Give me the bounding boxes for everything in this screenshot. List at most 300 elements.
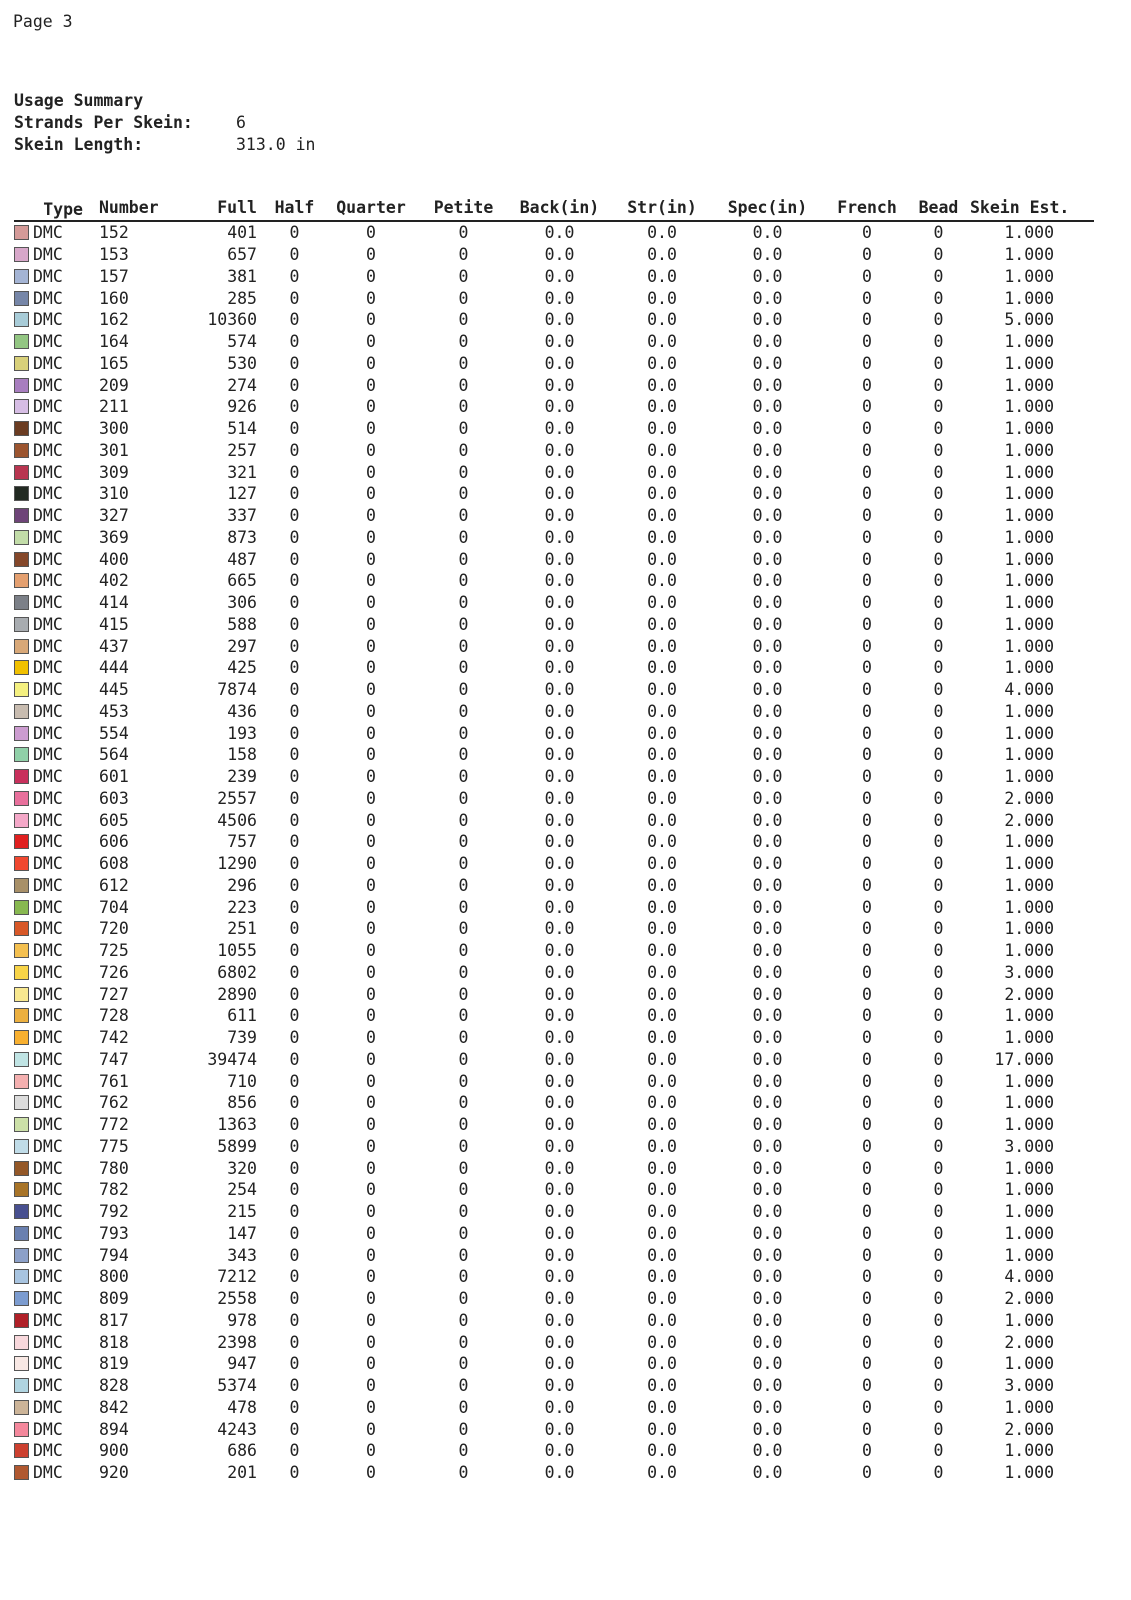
spec-cell: 0.0	[752, 701, 783, 721]
full-cell: 588	[227, 614, 257, 634]
bead-cell: 0	[933, 962, 944, 982]
header-half: Half	[274, 198, 315, 217]
quarter-cell: 0	[366, 941, 376, 961]
back-cell: 0.0	[544, 1310, 575, 1330]
half-cell: 0	[289, 1180, 300, 1200]
color-swatch	[14, 943, 29, 958]
number-cell: 794	[99, 1245, 129, 1265]
type-cell	[14, 223, 97, 242]
petite-cell: 0	[458, 832, 469, 852]
type-cell	[14, 310, 97, 329]
page-label: Page 3	[13, 12, 73, 31]
back-cell: 0.0	[544, 984, 575, 1004]
number-cell: 415	[99, 614, 129, 634]
petite-cell: 0	[458, 506, 469, 526]
table-row	[14, 1179, 1094, 1201]
full-cell: 296	[227, 875, 257, 895]
bead-cell: 0	[933, 484, 944, 504]
spec-cell: 0.0	[752, 484, 783, 504]
spec-cell: 0.0	[752, 614, 783, 634]
full-cell: 2557	[217, 788, 257, 808]
petite-cell: 0	[458, 1136, 469, 1156]
quarter-cell: 0	[366, 1441, 376, 1461]
number-cell: 747	[99, 1049, 129, 1069]
skein-cell: 1.000	[1004, 919, 1054, 939]
number-cell: 704	[99, 897, 129, 917]
str-cell: 0.0	[647, 1136, 677, 1156]
number-cell: 762	[99, 1093, 129, 1113]
half-cell: 0	[289, 288, 300, 308]
table-row	[14, 679, 1094, 701]
half-cell: 0	[289, 614, 300, 634]
color-swatch	[14, 1443, 29, 1458]
type-cell	[14, 1202, 97, 1221]
french-cell: 0	[862, 353, 872, 373]
spec-cell: 0.0	[752, 1441, 783, 1461]
color-swatch	[14, 312, 29, 327]
bead-cell: 0	[933, 266, 944, 286]
table-row	[14, 614, 1094, 636]
skein-cell: 1.000	[1004, 1115, 1054, 1135]
bead-cell: 0	[933, 440, 944, 460]
half-cell: 0	[289, 593, 300, 613]
number-cell: 444	[99, 658, 129, 678]
full-cell: 514	[227, 419, 257, 439]
type-cell	[14, 1354, 97, 1373]
spec-cell: 0.0	[752, 1049, 783, 1069]
type-cell	[14, 571, 97, 590]
skein-cell: 1.000	[1004, 1354, 1054, 1374]
petite-cell: 0	[458, 1180, 469, 1200]
french-cell: 0	[862, 919, 872, 939]
str-cell: 0.0	[647, 723, 677, 743]
back-cell: 0.0	[544, 1202, 575, 1222]
quarter-cell: 0	[366, 1115, 376, 1135]
number-cell: 164	[99, 332, 129, 352]
french-cell: 0	[862, 506, 872, 526]
table-row	[14, 1027, 1094, 1049]
bead-cell: 0	[933, 919, 944, 939]
table-row	[14, 396, 1094, 418]
full-cell: 6802	[217, 962, 257, 982]
skein-cell: 5.000	[1004, 310, 1054, 330]
number-cell: 400	[99, 549, 129, 569]
french-cell: 0	[862, 1376, 872, 1396]
skein-cell: 1.000	[1004, 375, 1054, 395]
petite-cell: 0	[458, 1071, 469, 1091]
petite-cell: 0	[458, 266, 469, 286]
str-cell: 0.0	[647, 788, 677, 808]
full-cell: 487	[227, 549, 257, 569]
half-cell: 0	[289, 701, 300, 721]
spec-cell: 0.0	[752, 788, 783, 808]
table-row	[14, 353, 1094, 375]
type-cell	[14, 1376, 97, 1395]
quarter-cell: 0	[366, 1093, 376, 1113]
spec-cell: 0.0	[752, 1332, 783, 1352]
color-swatch	[14, 1095, 29, 1110]
spec-cell: 0.0	[752, 440, 783, 460]
half-cell: 0	[289, 1332, 300, 1352]
half-cell: 0	[289, 1202, 300, 1222]
spec-cell: 0.0	[752, 962, 783, 982]
type-label: DMC	[33, 353, 63, 373]
table-row	[14, 592, 1094, 614]
table-row	[14, 1223, 1094, 1245]
full-cell: 337	[227, 506, 257, 526]
quarter-cell: 0	[366, 723, 376, 743]
str-cell: 0.0	[647, 1158, 677, 1178]
type-cell	[14, 484, 97, 503]
french-cell: 0	[862, 788, 872, 808]
back-cell: 0.0	[544, 1006, 575, 1026]
spec-cell: 0.0	[752, 1397, 783, 1417]
bead-cell: 0	[933, 593, 944, 613]
number-cell: 775	[99, 1136, 129, 1156]
type-label: DMC	[33, 375, 63, 395]
str-cell: 0.0	[647, 1049, 677, 1069]
spec-cell: 0.0	[752, 1093, 783, 1113]
back-cell: 0.0	[544, 1136, 575, 1156]
color-swatch	[14, 965, 29, 980]
table-row	[14, 1462, 1094, 1484]
bead-cell: 0	[933, 1093, 944, 1113]
str-cell: 0.0	[647, 1245, 677, 1265]
petite-cell: 0	[458, 875, 469, 895]
color-swatch	[14, 421, 29, 436]
petite-cell: 0	[458, 1158, 469, 1178]
quarter-cell: 0	[366, 767, 376, 787]
skein-cell: 1.000	[1004, 1180, 1054, 1200]
petite-cell: 0	[458, 397, 469, 417]
spec-cell: 0.0	[752, 897, 783, 917]
type-cell	[14, 789, 97, 808]
skein-cell: 1.000	[1004, 941, 1054, 961]
french-cell: 0	[862, 1028, 872, 1048]
type-label: DMC	[33, 1441, 63, 1461]
half-cell: 0	[289, 1006, 300, 1026]
str-cell: 0.0	[647, 506, 677, 526]
type-cell	[14, 332, 97, 351]
back-cell: 0.0	[544, 1332, 575, 1352]
skein-cell: 1.000	[1004, 701, 1054, 721]
type-label: DMC	[33, 636, 63, 656]
table-row	[14, 1157, 1094, 1179]
petite-cell: 0	[458, 527, 469, 547]
full-cell: 7212	[217, 1267, 257, 1287]
table-row	[14, 374, 1094, 396]
spec-cell: 0.0	[752, 288, 783, 308]
bead-cell: 0	[933, 875, 944, 895]
quarter-cell: 0	[366, 527, 376, 547]
type-label: DMC	[33, 593, 63, 613]
back-cell: 0.0	[544, 332, 575, 352]
number-cell: 612	[99, 875, 129, 895]
str-cell: 0.0	[647, 353, 677, 373]
table-row	[14, 1201, 1094, 1223]
table-row	[14, 744, 1094, 766]
skein-cell: 1.000	[1004, 1245, 1054, 1265]
spec-cell: 0.0	[752, 854, 783, 874]
color-swatch	[14, 813, 29, 828]
full-cell: 127	[227, 484, 257, 504]
half-cell: 0	[289, 1419, 300, 1439]
number-cell: 727	[99, 984, 129, 1004]
table-row	[14, 527, 1094, 549]
half-cell: 0	[289, 680, 300, 700]
skein-cell: 1.000	[1004, 527, 1054, 547]
half-cell: 0	[289, 1289, 300, 1309]
full-cell: 215	[227, 1202, 257, 1222]
petite-cell: 0	[458, 658, 469, 678]
number-cell: 160	[99, 288, 129, 308]
spec-cell: 0.0	[752, 1028, 783, 1048]
type-cell	[14, 724, 97, 743]
petite-cell: 0	[458, 745, 469, 765]
bead-cell: 0	[933, 506, 944, 526]
petite-cell: 0	[458, 571, 469, 591]
str-cell: 0.0	[647, 919, 677, 939]
quarter-cell: 0	[366, 1354, 376, 1374]
french-cell: 0	[862, 897, 872, 917]
type-cell	[14, 1311, 97, 1330]
spec-cell: 0.0	[752, 419, 783, 439]
color-swatch	[14, 530, 29, 545]
str-cell: 0.0	[647, 984, 677, 1004]
color-swatch	[14, 1465, 29, 1480]
quarter-cell: 0	[366, 462, 376, 482]
french-cell: 0	[862, 1289, 872, 1309]
str-cell: 0.0	[647, 375, 677, 395]
half-cell: 0	[289, 962, 300, 982]
type-cell	[14, 963, 97, 982]
skein-cell: 1.000	[1004, 593, 1054, 613]
table-row	[14, 635, 1094, 657]
quarter-cell: 0	[366, 701, 376, 721]
bead-cell: 0	[933, 854, 944, 874]
quarter-cell: 0	[366, 832, 376, 852]
half-cell: 0	[289, 397, 300, 417]
color-swatch	[14, 726, 29, 741]
type-label: DMC	[33, 854, 63, 874]
back-cell: 0.0	[544, 593, 575, 613]
full-cell: 657	[227, 245, 257, 265]
color-swatch	[14, 900, 29, 915]
full-cell: 39474	[207, 1049, 257, 1069]
skein-cell: 1.000	[1004, 266, 1054, 286]
type-label: DMC	[33, 941, 63, 961]
back-cell: 0.0	[544, 680, 575, 700]
table-row	[14, 1114, 1094, 1136]
str-cell: 0.0	[647, 680, 677, 700]
french-cell: 0	[862, 1397, 872, 1417]
type-cell	[14, 745, 97, 764]
petite-cell: 0	[458, 353, 469, 373]
number-cell: 564	[99, 745, 129, 765]
back-cell: 0.0	[544, 962, 575, 982]
type-cell	[14, 245, 97, 264]
table-row	[14, 722, 1094, 744]
str-cell: 0.0	[647, 1397, 677, 1417]
type-label: DMC	[33, 506, 63, 526]
spec-cell: 0.0	[752, 375, 783, 395]
half-cell: 0	[289, 1267, 300, 1287]
back-cell: 0.0	[544, 1463, 575, 1483]
number-cell: 725	[99, 941, 129, 961]
half-cell: 0	[289, 549, 300, 569]
back-cell: 0.0	[544, 353, 575, 373]
bead-cell: 0	[933, 1376, 944, 1396]
str-cell: 0.0	[647, 397, 677, 417]
spec-cell: 0.0	[752, 1115, 783, 1135]
quarter-cell: 0	[366, 810, 376, 830]
color-swatch	[14, 1074, 29, 1089]
table-row	[14, 1070, 1094, 1092]
full-cell: 320	[227, 1158, 257, 1178]
bead-cell: 0	[933, 1006, 944, 1026]
color-swatch	[14, 1400, 29, 1415]
type-label: DMC	[33, 1463, 63, 1483]
french-cell: 0	[862, 636, 872, 656]
spec-cell: 0.0	[752, 397, 783, 417]
skein-cell: 2.000	[1004, 810, 1054, 830]
half-cell: 0	[289, 788, 300, 808]
length-label: Skein Length:	[14, 135, 144, 154]
type-label: DMC	[33, 962, 63, 982]
color-swatch	[14, 399, 29, 414]
petite-cell: 0	[458, 593, 469, 613]
type-cell	[14, 1115, 97, 1134]
table-row	[14, 853, 1094, 875]
header-french: French	[837, 198, 897, 217]
french-cell: 0	[862, 375, 872, 395]
petite-cell: 0	[458, 1376, 469, 1396]
type-cell	[14, 550, 97, 569]
table-header	[14, 198, 1094, 222]
quarter-cell: 0	[366, 1006, 376, 1026]
color-swatch	[14, 1030, 29, 1045]
quarter-cell: 0	[366, 1463, 376, 1483]
number-cell: 720	[99, 919, 129, 939]
bead-cell: 0	[933, 1245, 944, 1265]
french-cell: 0	[862, 1071, 872, 1091]
quarter-cell: 0	[366, 310, 376, 330]
type-cell	[14, 919, 97, 938]
color-swatch	[14, 1008, 29, 1023]
spec-cell: 0.0	[752, 919, 783, 939]
petite-cell: 0	[458, 767, 469, 787]
french-cell: 0	[862, 614, 872, 634]
str-cell: 0.0	[647, 701, 677, 721]
quarter-cell: 0	[366, 745, 376, 765]
table-row	[14, 505, 1094, 527]
french-cell: 0	[862, 875, 872, 895]
usage-summary	[14, 90, 315, 156]
french-cell: 0	[862, 767, 872, 787]
table-row	[14, 1331, 1094, 1353]
full-cell: 856	[227, 1093, 257, 1113]
petite-cell: 0	[458, 614, 469, 634]
french-cell: 0	[862, 1419, 872, 1439]
quarter-cell: 0	[366, 1202, 376, 1222]
table-row	[14, 1310, 1094, 1332]
type-label: DMC	[33, 1332, 63, 1352]
str-cell: 0.0	[647, 266, 677, 286]
bead-cell: 0	[933, 332, 944, 352]
skein-cell: 1.000	[1004, 1093, 1054, 1113]
table-row	[14, 1353, 1094, 1375]
quarter-cell: 0	[366, 919, 376, 939]
french-cell: 0	[862, 288, 872, 308]
back-cell: 0.0	[544, 788, 575, 808]
bead-cell: 0	[933, 1136, 944, 1156]
half-cell: 0	[289, 527, 300, 547]
color-swatch	[14, 465, 29, 480]
full-cell: 1055	[217, 941, 257, 961]
number-cell: 414	[99, 593, 129, 613]
full-cell: 201	[227, 1463, 257, 1483]
type-label: DMC	[33, 832, 63, 852]
spec-cell: 0.0	[752, 832, 783, 852]
skein-cell: 1.000	[1004, 897, 1054, 917]
spec-cell: 0.0	[752, 223, 783, 243]
bead-cell: 0	[933, 788, 944, 808]
half-cell: 0	[289, 332, 300, 352]
color-swatch	[14, 704, 29, 719]
bead-cell: 0	[933, 1441, 944, 1461]
bead-cell: 0	[933, 1223, 944, 1243]
number-cell: 301	[99, 440, 129, 460]
petite-cell: 0	[458, 636, 469, 656]
petite-cell: 0	[458, 1332, 469, 1352]
type-label: DMC	[33, 549, 63, 569]
french-cell: 0	[862, 571, 872, 591]
color-swatch	[14, 1117, 29, 1132]
type-cell	[14, 1224, 97, 1243]
back-cell: 0.0	[544, 875, 575, 895]
french-cell: 0	[862, 1332, 872, 1352]
petite-cell: 0	[458, 1245, 469, 1265]
table-row	[14, 962, 1094, 984]
half-cell: 0	[289, 745, 300, 765]
str-cell: 0.0	[647, 1332, 677, 1352]
bead-cell: 0	[933, 723, 944, 743]
full-cell: 873	[227, 527, 257, 547]
table-row	[14, 918, 1094, 940]
half-cell: 0	[289, 1354, 300, 1374]
quarter-cell: 0	[366, 1245, 376, 1265]
full-cell: 274	[227, 375, 257, 395]
str-cell: 0.0	[647, 1289, 677, 1309]
str-cell: 0.0	[647, 332, 677, 352]
skein-cell: 1.000	[1004, 440, 1054, 460]
type-label: DMC	[33, 810, 63, 830]
type-label: DMC	[33, 1397, 63, 1417]
spec-cell: 0.0	[752, 593, 783, 613]
quarter-cell: 0	[366, 1180, 376, 1200]
petite-cell: 0	[458, 223, 469, 243]
str-cell: 0.0	[647, 941, 677, 961]
color-swatch	[14, 269, 29, 284]
half-cell: 0	[289, 353, 300, 373]
spec-cell: 0.0	[752, 332, 783, 352]
bead-cell: 0	[933, 419, 944, 439]
french-cell: 0	[862, 745, 872, 765]
color-swatch	[14, 1335, 29, 1350]
type-cell	[14, 1267, 97, 1286]
full-cell: 4506	[217, 810, 257, 830]
type-cell	[14, 702, 97, 721]
